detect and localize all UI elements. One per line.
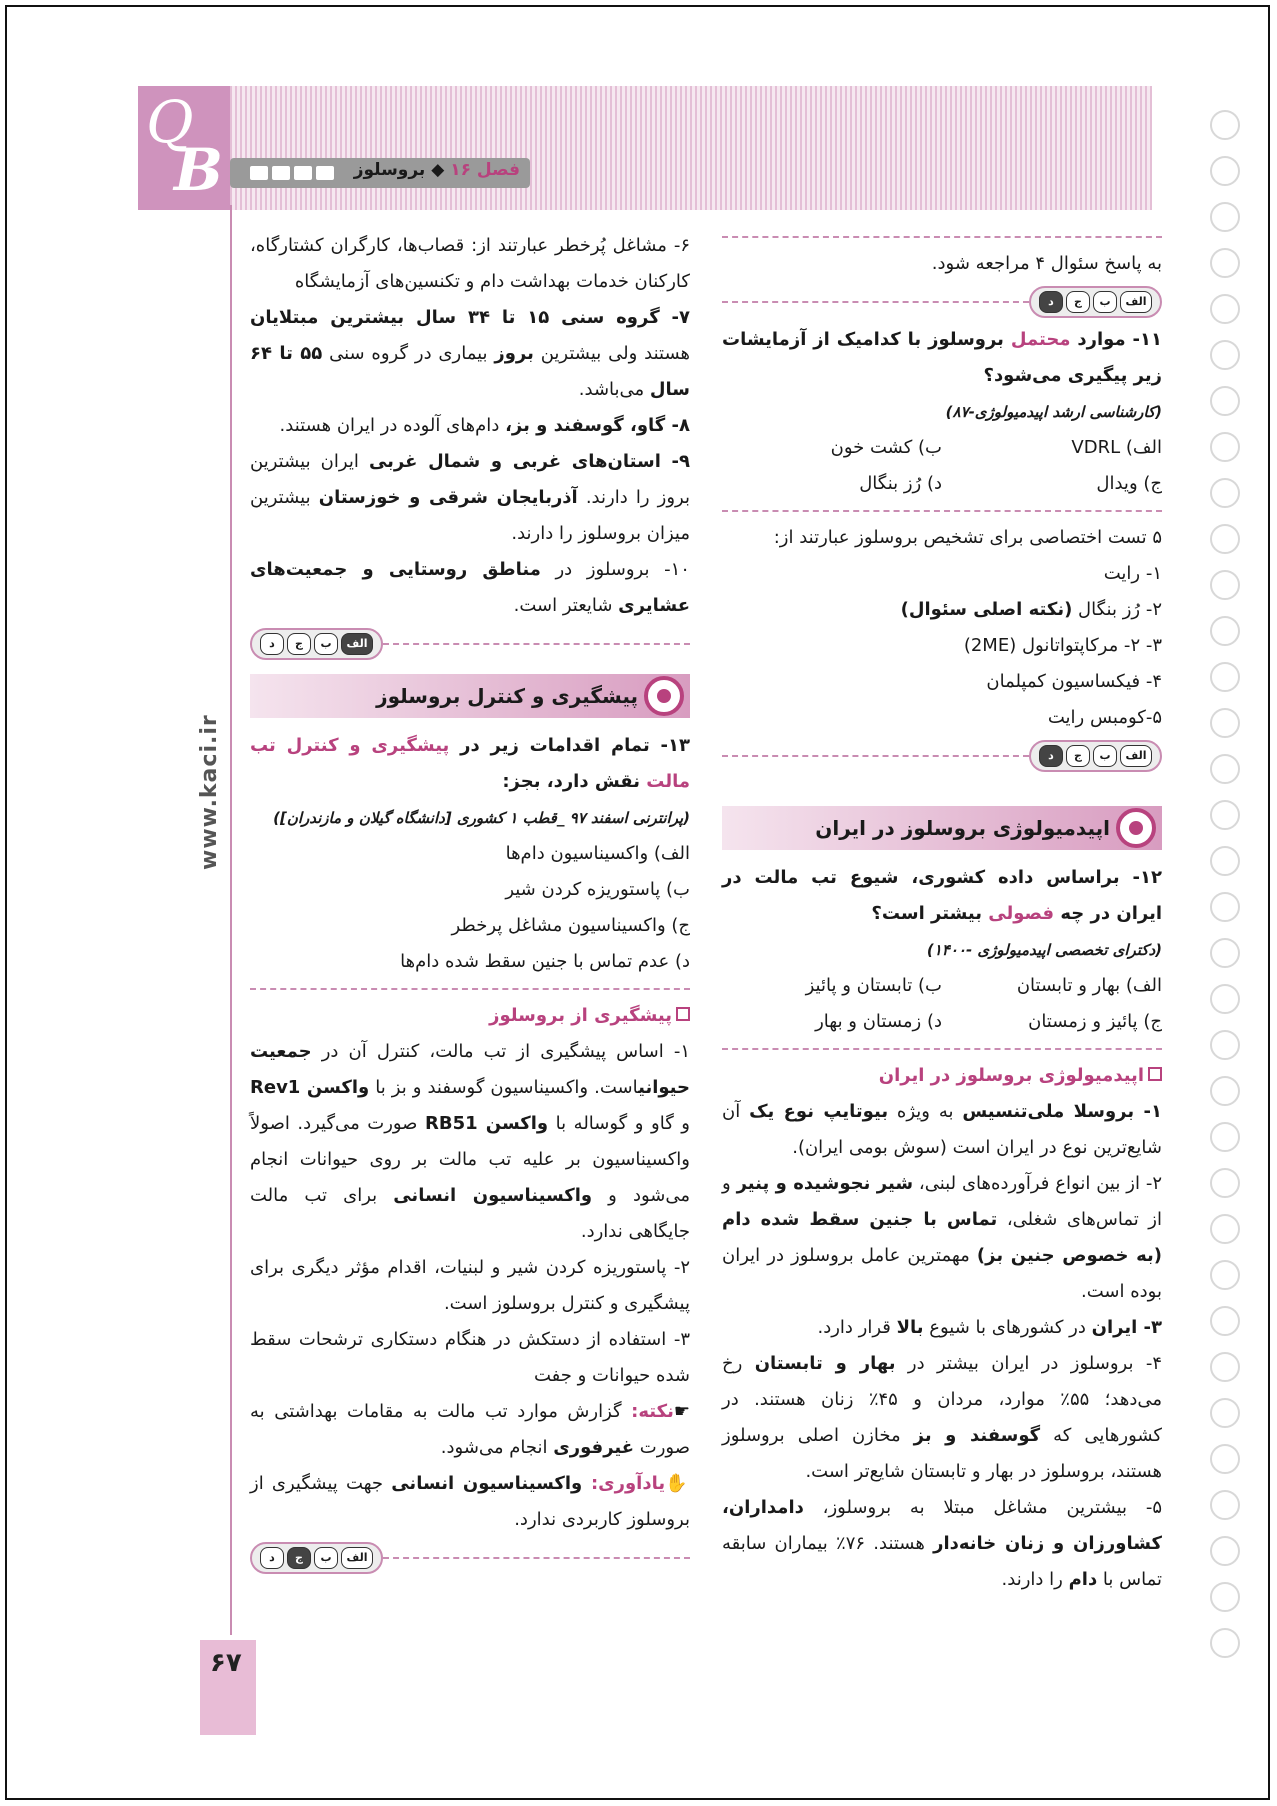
item-9 — [250, 444, 690, 552]
binder-hole — [1210, 294, 1240, 324]
binder-hole — [1210, 1536, 1240, 1566]
binder-hole — [1210, 1628, 1240, 1658]
q11-source: (کارشناسی ارشد اپیدمیولوژی-۸۷) — [945, 403, 1162, 421]
q12a: ۱۲- براساس داده کشوری، شیوع تب مالت در ایران در چه — [722, 867, 1162, 924]
subheading-text: پیشگیری از بروسلوز — [489, 1005, 672, 1026]
prev-1 — [250, 1034, 690, 1250]
binder-hole — [1210, 754, 1240, 784]
e5a: ۵- بیشترین مشاغل مبتلا به بروسلوز، — [803, 1497, 1162, 1518]
subheading-prevention — [250, 998, 690, 1034]
answer-key — [250, 1538, 690, 1578]
binder-hole — [1210, 386, 1240, 416]
test-3: ۳- ۲- مرکاپتواتانول (2ME) — [963, 635, 1162, 656]
epi-3 — [722, 1310, 1162, 1346]
q12-options — [722, 968, 1162, 1040]
margin-line — [230, 205, 232, 1635]
q11-option-c: ج) ویدال — [1096, 473, 1162, 494]
answer-line — [722, 755, 1029, 757]
reminder-b: جهت پیشگیری از بروسلوز کاربردی ندارد. — [250, 1473, 690, 1530]
q13-option-d: د) عدم تماس با جنین سقط شده دام‌ها — [400, 951, 690, 972]
e3d: قرار دارد. — [817, 1317, 897, 1338]
binder-hole — [1210, 248, 1240, 278]
test-4: ۴- فیکساسیون کمپلمان — [986, 671, 1162, 692]
ans-d: د — [260, 633, 284, 655]
binder-hole — [1210, 1076, 1240, 1106]
e4a: ۴- بروسلوز در ایران بیشتر در — [895, 1353, 1162, 1374]
q11-options — [722, 430, 1162, 502]
subheading-text: اپیدمیولوژی بروسلوز در ایران — [878, 1065, 1144, 1086]
q13-option-a: الف) واکسیناسیون دام‌ها — [505, 843, 690, 864]
note — [250, 1394, 690, 1466]
q11c: بروسلوز با کدامیک از آزمایشات زیر پیگیری می‌شود؟ — [722, 329, 1162, 386]
reminder-label: یادآوری: — [590, 1473, 666, 1494]
section-banner-prevention — [250, 674, 690, 718]
e2c: و از تماس‌های شغلی، — [722, 1173, 1162, 1230]
q13-text: ۱۳- تمام اقدامات زیر در — [449, 735, 691, 756]
page-number: ۶۷ — [210, 1648, 242, 1678]
e5b: دامداران، کشاورزان و زنان خانه‌دار — [722, 1497, 1163, 1554]
answer-options — [250, 628, 383, 660]
square-bullet-icon — [676, 1007, 690, 1021]
question-11 — [722, 322, 1162, 394]
square-bullet-icon — [1148, 1067, 1162, 1081]
item-7-bold: ۷- گروه سنی ۱۵ تا ۳۴ سال بیشترین مبتلایان — [250, 307, 690, 328]
binder-hole — [1210, 1582, 1240, 1612]
e2a: ۲- از بین انواع فرآورده‌های لبنی، — [913, 1173, 1162, 1194]
reminder — [250, 1466, 690, 1538]
target-icon — [644, 676, 684, 716]
note-a: گزارش موارد تب مالت به مقامات بهداشتی به صورت — [250, 1401, 690, 1458]
ans-b: ب — [1093, 745, 1117, 767]
binder-hole — [1210, 1490, 1240, 1520]
e2d: تماس با جنین سقط شده دام (به خصوص جنین بز) — [722, 1209, 1162, 1266]
bar-square — [272, 166, 290, 180]
e2e: مهمترین عامل بروسلوز در ایران بوده است. — [722, 1245, 1162, 1302]
ans-b: ب — [314, 633, 338, 655]
bar-square — [294, 166, 312, 180]
item-9-bold2: آذربایجان شرقی و خوزستان — [318, 487, 578, 508]
item-8-text: دام‌های آلوده در ایران هستند. — [279, 415, 506, 436]
q11-option-b: ب) کشت خون — [830, 437, 942, 458]
divider — [722, 1048, 1162, 1050]
binder-hole — [1210, 478, 1240, 508]
item-9-text: ایران بیشترین بروز را دارند. — [250, 451, 690, 508]
ans-d-selected: د — [1039, 291, 1063, 313]
chapter-label: فصل ۱۶ — [450, 160, 520, 180]
s1h: واکسیناسیون انسانی — [393, 1185, 593, 1206]
item-7 — [250, 300, 690, 408]
binder-hole — [1210, 1168, 1240, 1198]
tests-intro: ۵ تست اختصاصی برای تشخیص بروسلوز عبارتند از: — [773, 527, 1162, 548]
test-2-text: ۲- رُز بنگال — [1072, 599, 1162, 620]
binder-hole — [1210, 570, 1240, 600]
item-7-bold3: ۵۵ تا ۶۴ سال — [250, 343, 690, 400]
binder-hole — [1210, 1352, 1240, 1382]
e4e: مخازن اصلی بروسلوز هستند، بروسلوز در بهار و تابستان شایع‌تر است. — [722, 1425, 1162, 1482]
q11-option-a: الف) VDRL — [1071, 437, 1162, 458]
banner-title: اپیدمیولوژی بروسلوز در ایران — [815, 816, 1110, 840]
divider — [722, 510, 1162, 512]
item-7-bold2: بروز — [494, 343, 534, 364]
q12-option-a: الف) بهار و تابستان — [1016, 975, 1162, 996]
hand-icon: ✋ — [665, 1473, 690, 1494]
binder-hole — [1210, 524, 1240, 554]
banner-title: پیشگیری و کنترل بروسلوز — [376, 684, 638, 708]
item-7-text3: می‌باشد. — [578, 379, 650, 400]
left-column — [250, 228, 690, 1578]
q12-option-c: ج) پائیز و زمستان — [1028, 1011, 1162, 1032]
s1d: واکسن Rev1 — [250, 1077, 370, 1098]
binder-hole — [1210, 432, 1240, 462]
item-8-bold: ۸- گاو، گوسفند و بز، — [505, 415, 690, 436]
epi-4 — [722, 1346, 1162, 1490]
epi-5 — [722, 1490, 1162, 1598]
answer-line — [383, 1557, 690, 1559]
e5d: دام — [1068, 1569, 1098, 1590]
test-2-note: (نکته اصلی سئوال) — [900, 599, 1073, 620]
ans-b: ب — [1093, 291, 1117, 313]
e1a: ۱- بروسلا ملی‌تنسیس — [962, 1101, 1162, 1122]
s1a: ۱- اساس پیشگیری از تب مالت، کنترل آن در — [311, 1041, 690, 1062]
e4b: بهار و تابستان — [754, 1353, 896, 1374]
q13-text2: نقش دارد، بجز: — [502, 771, 647, 792]
binder-hole — [1210, 1260, 1240, 1290]
ans-c-selected: ج — [287, 1547, 311, 1569]
bar-square — [250, 166, 268, 180]
item-8 — [250, 408, 690, 444]
e1b: به ویژه — [888, 1101, 963, 1122]
binder-hole — [1210, 892, 1240, 922]
q13-source: (پرانترنی اسفند ۹۷ _قطب ۱ کشوری [دانشگاه گیلان و مازندران]) — [273, 809, 690, 827]
reminder-a: واکسیناسیون انسانی — [391, 1473, 591, 1494]
pointing-hand-icon: ☛ — [673, 1401, 690, 1422]
question-13 — [250, 728, 690, 800]
test-2 — [722, 592, 1162, 628]
binder-hole — [1210, 1214, 1240, 1244]
e1c: بیوتایپ نوع یک — [749, 1101, 889, 1122]
item-9-text2: بیشترین میزان بروسلوز را دارند. — [250, 487, 690, 544]
binder-hole — [1210, 616, 1240, 646]
ans-a-selected: الف — [341, 633, 373, 655]
ans-c: ج — [1066, 745, 1090, 767]
epi-2 — [722, 1166, 1162, 1310]
prev-3: ۳- استفاده از دستکش در هنگام دستکاری ترشحات سقط شده حیوانات و جفت — [250, 1329, 690, 1386]
s1f: واکسن RB51 — [425, 1113, 549, 1134]
epi-1 — [722, 1094, 1162, 1166]
s1i: برای تب مالت جایگاهی ندارد. — [250, 1185, 690, 1242]
ans-a: الف — [341, 1547, 373, 1569]
q12b: فصولی — [988, 903, 1055, 924]
note-b: غیرفوری — [553, 1437, 635, 1458]
e4d: گوسفند و بز — [913, 1425, 1041, 1446]
header-band — [230, 86, 1152, 210]
q11b: محتمل — [1010, 329, 1071, 350]
chapter-title — [320, 160, 520, 190]
binder-hole — [1210, 662, 1240, 692]
item-10-text: ۱۰- بروسلوز در — [540, 559, 690, 580]
ans-d-selected: د — [1039, 745, 1063, 767]
target-icon — [1116, 808, 1156, 848]
prev-2: ۲- پاستوریزه کردن شیر و لبنیات، اقدام مؤثر دیگری برای پیشگیری و کنترل بروسلوز است. — [250, 1257, 690, 1314]
item-10 — [250, 552, 690, 624]
answer-key — [722, 736, 1162, 776]
logo-b: B — [174, 136, 224, 204]
binder-holes — [1210, 110, 1240, 1674]
e1d: آن شایع‌ترین نوع در ایران است (سوش بومی ایران). — [722, 1101, 1162, 1158]
answer-key — [722, 282, 1162, 322]
q12-option-d: د) زمستان و بهار — [815, 1011, 942, 1032]
binder-hole — [1210, 846, 1240, 876]
ans-c: ج — [1066, 291, 1090, 313]
ans-c: ج — [287, 633, 311, 655]
divider — [722, 236, 1162, 238]
divider — [250, 988, 690, 990]
q11-option-d: د) رُز بنگال — [859, 473, 942, 494]
test-5: ۵-کومبس رایت — [1047, 707, 1162, 728]
item-10-text2: شایعتر است. — [513, 595, 619, 616]
e3c: بالا — [896, 1317, 924, 1338]
q11a: ۱۱- موارد — [1070, 329, 1163, 350]
section-banner-epidemiology — [722, 806, 1162, 850]
site-url: www.kaci.ir — [197, 714, 222, 870]
e3a: ۳- ایران — [1091, 1317, 1162, 1338]
q13-highlight: پیشگیری و کنترل تب مالت — [250, 735, 690, 792]
answer-options — [1029, 286, 1162, 318]
q13-option-b: ب) پاستوریزه کردن شیر — [505, 879, 690, 900]
page-number-tab — [200, 1640, 256, 1735]
right-column — [722, 228, 1162, 1598]
binder-hole — [1210, 800, 1240, 830]
binder-hole — [1210, 938, 1240, 968]
e2b: شیر نجوشیده و پنیر — [736, 1173, 914, 1194]
s1b: جمعیت حیوانی — [250, 1041, 691, 1098]
e5e: را دارند. — [1001, 1569, 1069, 1590]
q13-option-c: ج) واکسیناسیون مشاغل پرخطر — [451, 915, 690, 936]
answer-ref: به پاسخ سئوال ۴ مراجعه شود. — [931, 253, 1162, 274]
ans-b: ب — [314, 1547, 338, 1569]
e5c: هستند. ۷۶٪ بیماران سابقه تماس با — [722, 1533, 1162, 1590]
ans-a: الف — [1120, 745, 1152, 767]
s1c: است. واکسیناسیون گوسفند و بز با — [369, 1077, 639, 1098]
note-label: نکته: — [631, 1401, 674, 1422]
item-9-bold: ۹- استان‌های غربی و شمال غربی — [368, 451, 691, 472]
answer-key — [250, 624, 690, 664]
binder-hole — [1210, 110, 1240, 140]
qb-logo — [138, 86, 230, 210]
e4c: رخ می‌دهد؛ ۵۵٪ موارد، مردان و ۴۵٪ زنان هستند. در کشورهایی که — [722, 1353, 1163, 1446]
note-c: انجام می‌شود. — [440, 1437, 554, 1458]
binder-hole — [1210, 1306, 1240, 1336]
item-10-bold: مناطق روستایی و جمعیت‌های عشایری — [250, 559, 690, 616]
q12-source: (دکترای تخصصی اپیدمیولوژی -۱۴۰۰) — [926, 941, 1162, 959]
answer-options — [250, 1542, 383, 1574]
binder-hole — [1210, 1030, 1240, 1060]
binder-hole — [1210, 708, 1240, 738]
binder-hole — [1210, 1398, 1240, 1428]
s1e: و گاو و گوساله با — [548, 1113, 690, 1134]
e3b: در کشورهای با شیوع — [923, 1317, 1092, 1338]
answer-line — [383, 643, 690, 645]
chapter-name: بروسلوز — [353, 160, 426, 180]
item-7-text: هستند ولی بیشترین — [533, 343, 690, 364]
s1g: صورت می‌گیرد. اصولاً واکسیناسیون بر علیه تب مالت بر روی حیوانات انجام می‌شود و — [250, 1113, 690, 1206]
binder-hole — [1210, 156, 1240, 186]
ans-a: الف — [1120, 291, 1152, 313]
chapter-sep: ◆ — [431, 160, 445, 180]
binder-hole — [1210, 1122, 1240, 1152]
item-7-text2: بیماری در گروه سنی — [322, 343, 495, 364]
answer-options — [1029, 740, 1162, 772]
q12-option-b: ب) تابستان و پائیز — [805, 975, 942, 996]
binder-hole — [1210, 984, 1240, 1014]
answer-line — [722, 301, 1029, 303]
ans-d: د — [260, 1547, 284, 1569]
binder-hole — [1210, 340, 1240, 370]
test-1: ۱- رایت — [1103, 563, 1162, 584]
q12c: بیشتر است؟ — [871, 903, 989, 924]
item-6: ۶- مشاغل پُرخطر عبارتند از: قصاب‌ها، کارگران کشتارگاه، کارکنان خدمات بهداشت دام و تکنسین‌های آزمایشگاه — [250, 235, 690, 292]
logo-q: Q — [146, 88, 194, 156]
binder-hole — [1210, 202, 1240, 232]
binder-hole — [1210, 1444, 1240, 1474]
subheading-epidemiology — [722, 1058, 1162, 1094]
question-12 — [722, 860, 1162, 932]
